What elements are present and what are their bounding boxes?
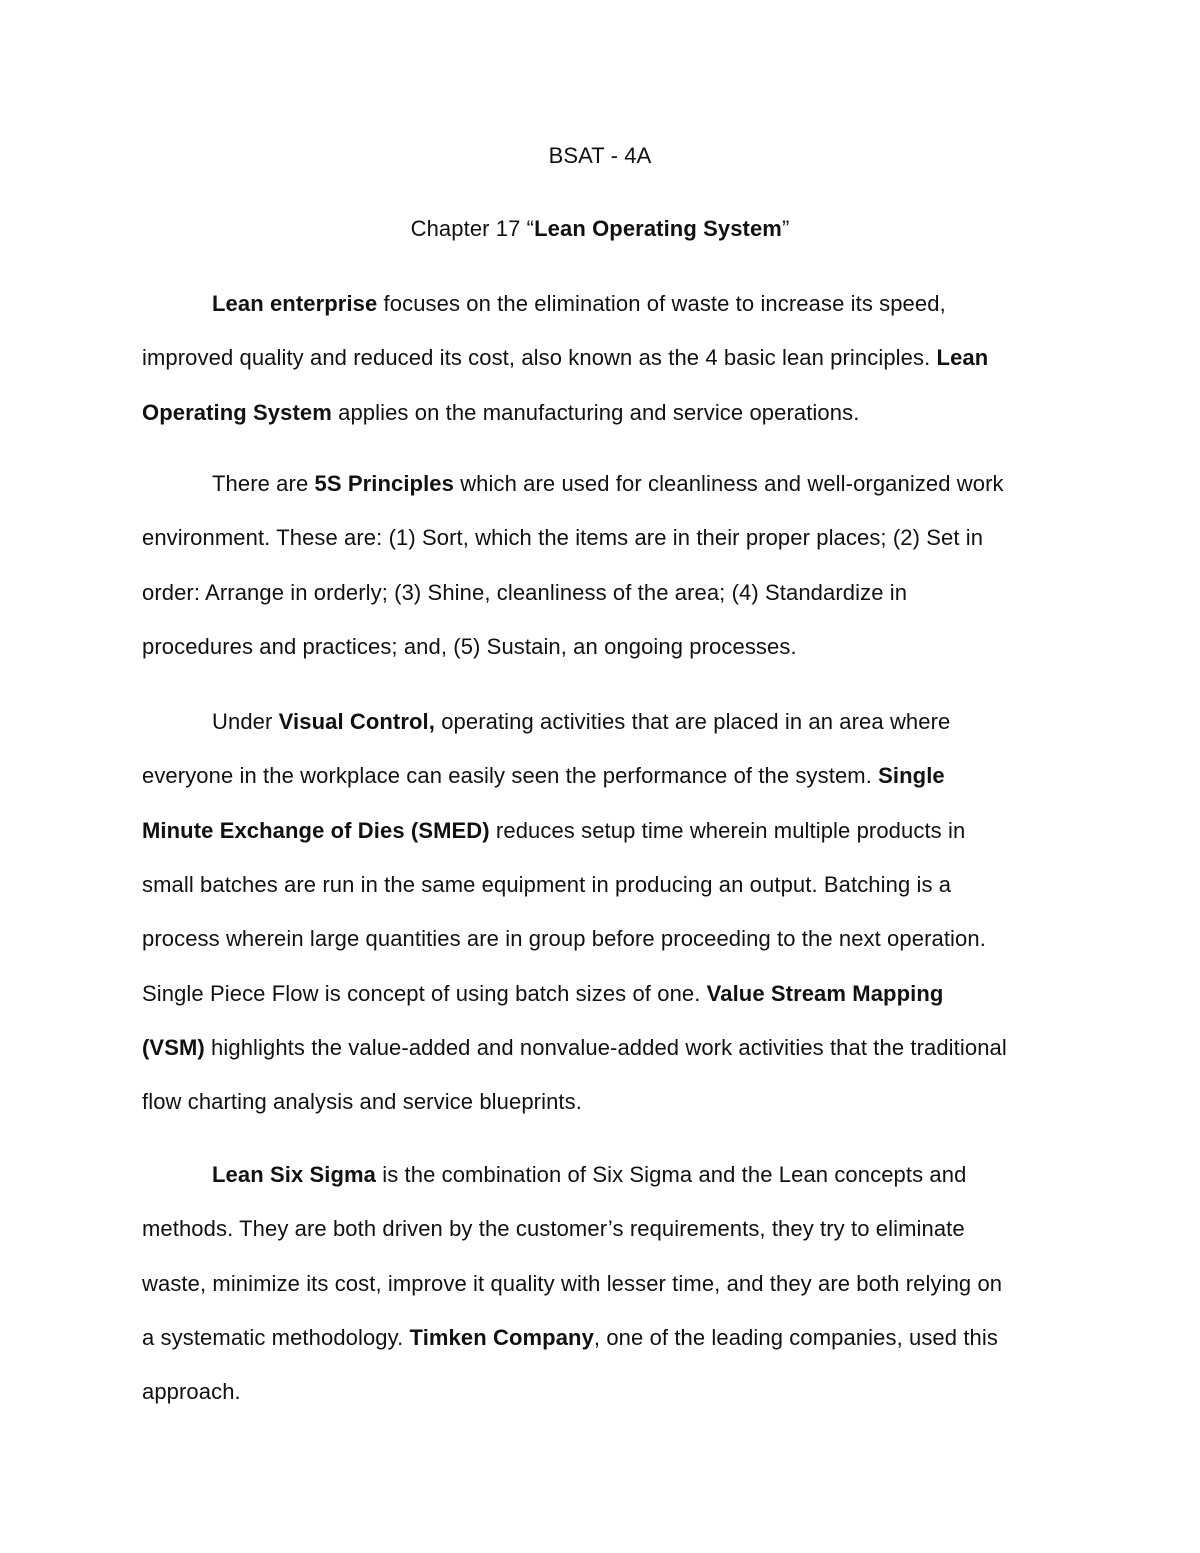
text-run: environment. These are: (1) Sort, which the items are in their proper places; (2) Set in [142, 525, 984, 551]
text-line [142, 1089, 582, 1115]
text-line [212, 1162, 966, 1188]
text-run: a systematic methodology. [142, 1324, 410, 1350]
text-line [142, 872, 951, 898]
text-line [142, 818, 965, 844]
course-heading [0, 143, 1200, 169]
bold-term: Single [878, 763, 945, 789]
chapter-prefix: Chapter 17 “ [410, 216, 535, 241]
text-line [142, 1271, 1002, 1297]
bold-term: Minute Exchange of Dies (SMED) [142, 817, 490, 843]
text-run: waste, minimize its cost, improve it quality with lesser time, and they are both relying on [142, 1270, 1003, 1296]
text-line [142, 400, 859, 426]
bold-term: (VSM) [142, 1034, 205, 1060]
bold-term: Lean enterprise [212, 291, 378, 316]
text-run: process wherein large quantities are in group before proceeding to the next operation. [142, 926, 986, 952]
text-line [212, 471, 1004, 497]
text-line [142, 926, 986, 952]
text-run: focuses on the elimination of waste to increase its speed, [377, 291, 946, 316]
text-line [142, 634, 797, 660]
text-line [142, 345, 988, 371]
text-run: applies on the manufacturing and service operations. [331, 399, 860, 425]
text-run: is the combination of Six Sigma and the Lean concepts and [376, 1162, 967, 1187]
text-run: everyone in the workplace can easily seen the performance of the system. [142, 763, 879, 789]
text-line [142, 1216, 965, 1242]
text-run: which are used for cleanliness and well-organized work [453, 471, 1004, 496]
text-run: flow charting analysis and service blueprints. [142, 1089, 582, 1115]
text-line [212, 291, 946, 317]
chapter-suffix: ” [781, 216, 790, 241]
text-run: operating activities that are placed in an area where [434, 709, 951, 734]
text-line [142, 763, 945, 789]
text-run: methods. They are both driven by the customer’s requirements, they try to eliminate [142, 1216, 965, 1242]
course-code: BSAT - 4A [548, 143, 652, 168]
text-run: , one of the leading companies, used this [593, 1324, 998, 1350]
text-run: Single Piece Flow is concept of using batch sizes of one. [142, 980, 707, 1006]
text-line [142, 580, 907, 606]
text-run: order: Arrange in orderly; (3) Shine, cleanliness of the area; (4) Standardize in [142, 579, 908, 605]
chapter-title: Lean Operating System [534, 216, 782, 241]
bold-term: Operating System [142, 399, 332, 425]
chapter-heading [0, 216, 1200, 242]
text-run: small batches are run in the same equipment in producing an output. Batching is a [142, 871, 952, 897]
text-line [142, 981, 943, 1007]
text-line [142, 1035, 1007, 1061]
text-run: improved quality and reduced its cost, also known as the 4 basic lean principles. [142, 345, 937, 371]
text-run: approach. [142, 1379, 241, 1405]
text-run: highlights the value-added and nonvalue-added work activities that the traditional [204, 1034, 1007, 1060]
text-run: reduces setup time wherein multiple products in [489, 817, 966, 843]
text-run: Under [212, 709, 279, 734]
text-line [212, 709, 950, 735]
bold-term: Value Stream Mapping [706, 980, 944, 1006]
bold-term: Visual Control, [278, 709, 435, 734]
text-line [142, 525, 983, 551]
bold-term: Lean Six Sigma [212, 1162, 377, 1187]
bold-term: Timken Company [409, 1324, 594, 1350]
text-run: There are [212, 471, 315, 496]
text-run: procedures and practices; and, (5) Sustain, an ongoing processes. [142, 633, 797, 659]
text-line [142, 1325, 998, 1351]
bold-term: Lean [936, 345, 989, 371]
text-line [142, 1379, 241, 1405]
bold-term: 5S Principles [314, 471, 454, 496]
